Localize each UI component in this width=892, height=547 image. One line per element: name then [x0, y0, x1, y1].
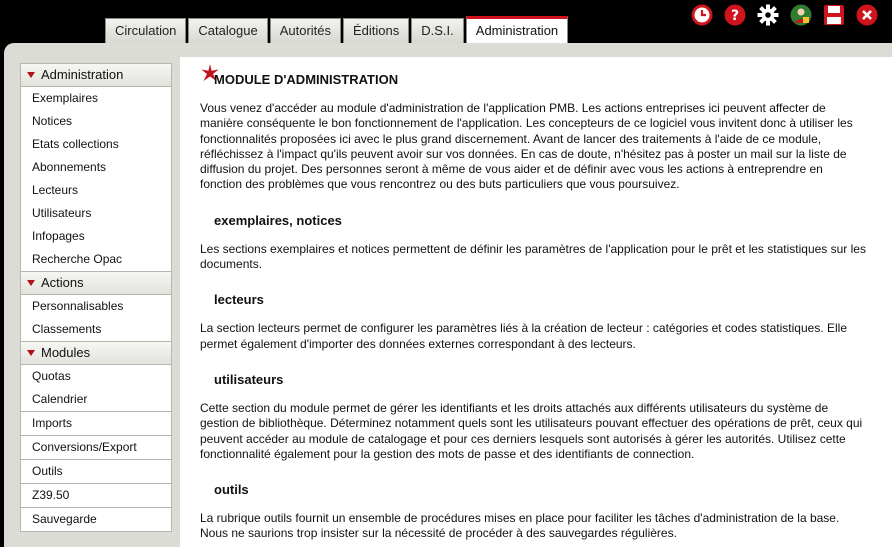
main-content [200, 64, 868, 542]
user-lock-icon[interactable] [789, 3, 813, 27]
sidebar-item-abonnements[interactable]: Abonnements [32, 160, 107, 174]
sidebar-item-personnalisables[interactable]: Personnalisables [32, 299, 124, 313]
tab-circulation[interactable]: Circulation [105, 18, 186, 43]
section-text: Les sections exemplaires et notices permettent de définir les paramètres de l'application pour le prêt et les statistiques sur les documents. [200, 241, 866, 272]
sidebar-section-administration[interactable] [21, 64, 171, 87]
page-title: MODULE D'ADMINISTRATION [214, 72, 399, 87]
section-heading: lecteurs [214, 292, 264, 308]
tab-dsi[interactable]: D.S.I. [411, 18, 464, 43]
sidebar-item-notices[interactable]: Notices [32, 114, 73, 128]
section-title: Modules [41, 345, 91, 360]
sidebar-item-etats-collections[interactable]: Etats collections [32, 137, 119, 151]
close-icon[interactable] [855, 3, 879, 27]
tab-editions[interactable]: Éditions [343, 18, 409, 43]
toolbar-icons [690, 3, 888, 27]
sidebar-item-calendrier[interactable]: Calendrier [32, 392, 88, 406]
sidebar-item-z3950[interactable]: Z39.50 [21, 484, 171, 508]
section-heading: outils [214, 482, 249, 498]
clock-icon[interactable] [690, 3, 714, 27]
sidebar-item-infopages[interactable]: Infopages [32, 229, 85, 243]
sidebar-item-quotas[interactable]: Quotas [32, 369, 71, 383]
sidebar [20, 63, 172, 532]
tab-catalogue[interactable]: Catalogue [188, 18, 267, 43]
sidebar-item-conversions-export[interactable]: Conversions/Export [21, 436, 171, 460]
sidebar-item-outils[interactable]: Outils [21, 460, 171, 484]
sidebar-section-modules[interactable] [21, 342, 171, 365]
help-icon[interactable] [723, 3, 747, 27]
sidebar-item-classements[interactable]: Classements [32, 322, 102, 336]
svg-text:?: ? [730, 8, 740, 24]
section-items [21, 295, 171, 342]
section-title: Actions [41, 275, 84, 290]
sidebar-section-actions[interactable] [21, 272, 171, 295]
main-tabs [105, 18, 570, 44]
section-heading: utilisateurs [214, 371, 284, 387]
gear-icon[interactable] [756, 3, 780, 27]
sidebar-item-lecteurs[interactable]: Lecteurs [32, 183, 79, 197]
collapse-triangle-icon [27, 280, 35, 286]
section-title: Administration [41, 67, 124, 82]
sidebar-item-imports[interactable]: Imports [21, 412, 171, 436]
section-text: La section lecteurs permet de configurer les paramètres liés à la création de lecteur : catégories et codes statistiques. Elle permet également d'importer des données externes correspondant à des lecteurs. [200, 321, 847, 351]
sidebar-item-exemplaires[interactable]: Exemplaires [32, 91, 99, 105]
sidebar-item-utilisateurs[interactable]: Utilisateurs [32, 206, 92, 220]
tab-autorites[interactable]: Autorités [270, 18, 341, 43]
section-items [21, 365, 171, 412]
sidebar-item-sauvegarde[interactable]: Sauvegarde [32, 512, 97, 526]
intro-text: Vous venez d'accéder au module d'administration de l'application PMB. Les actions entreprises ici peuvent affecter de manière conséquente le bon fonctionnement de l'application. Les concepteurs de ce logiciel vous invitent donc à utiliser les fonctionnalités proposées ici avec le plus grand discernement. Avant de lancer des traitements à l'aide de ce module, réfléchissez à l'impact qu'ils peuvent avoir sur vos données. En cas de doute, n'hésitez pas à poster un mail sur la liste de diffusion du projet. Des personnes seront à même de vous aider et de définir avec vous les actions à entreprendre en fonction des problèmes que vous rencontrez ou des buts particuliers que vous poursuivez. [200, 101, 853, 192]
section-text: La rubrique outils fournit un ensemble de procédures mises en place pour faciliter les tâches d'administration de la base. Nous ne saurions trop insister sur la nécessité de procéder à des sauvegardes régulières. [200, 511, 840, 541]
section-text: Cette section du module permet de gérer les identifiants et les droits attachés aux différents utilisateurs du système de gestion de bibliothèque. Déterminez notamment quels sont les utilisateurs pouvant effectuer des opérations de prêt, ceux qui peuvent accéder au module de catalogage et pour ces derniers lesquels sont autorisés à gérer les autorités. Utilisez cette fonctionnalité également pour la gestion des mots de passe et des identifiants de connection. [200, 400, 863, 461]
section-heading: exemplaires, notices [214, 212, 342, 228]
collapse-triangle-icon [27, 350, 35, 356]
collapse-triangle-icon [27, 72, 35, 78]
section-items [21, 87, 171, 272]
save-icon[interactable] [822, 3, 846, 27]
tab-administration[interactable]: Administration [466, 16, 568, 43]
sidebar-item-recherche-opac[interactable]: Recherche Opac [32, 252, 123, 266]
